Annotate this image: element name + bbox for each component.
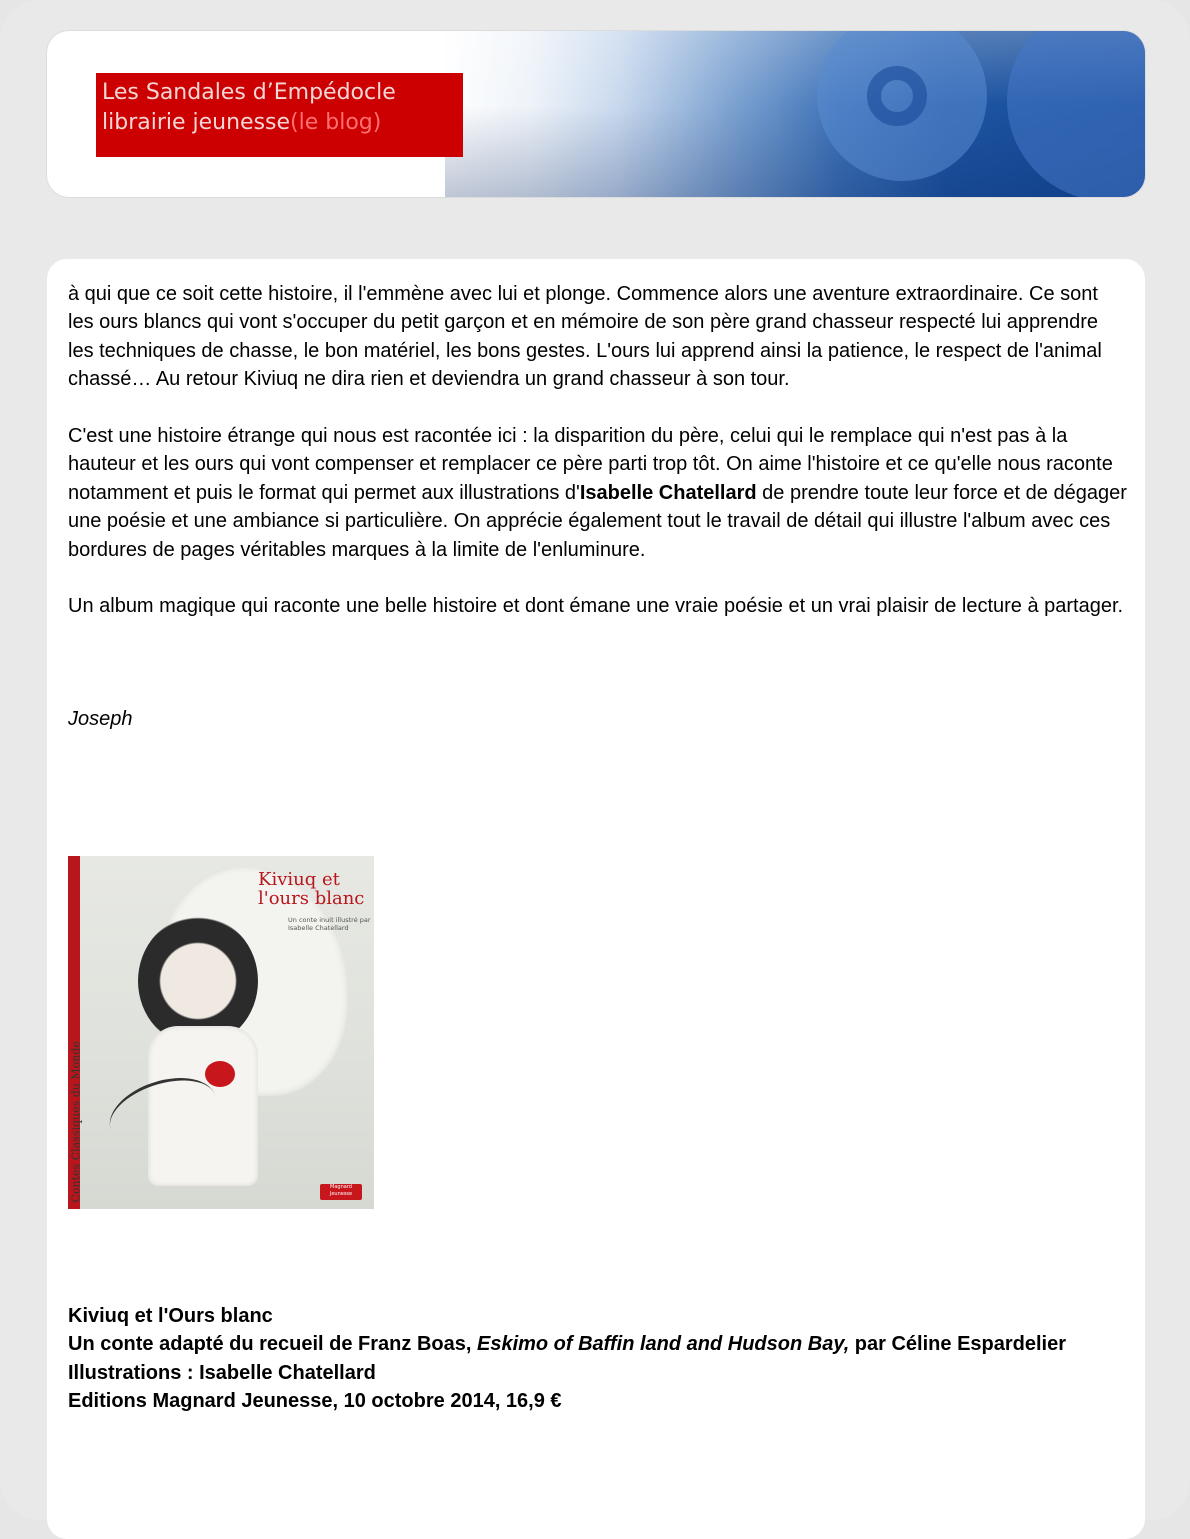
cover-title-line-2: l'ours blanc	[258, 888, 365, 909]
cover-collection-label: Contes Classiques du Monde	[69, 1041, 83, 1203]
book-cover-image	[68, 856, 374, 1209]
adaptation-author: par Céline Espardelier	[849, 1333, 1067, 1356]
book-title: Kiviuq et l'Ours blanc	[68, 1305, 273, 1327]
book-illustrator: Illustrations : Isabelle Chatellard	[68, 1361, 376, 1384]
blog-logo[interactable]	[96, 73, 463, 157]
cover-red-heart	[205, 1061, 235, 1087]
book-edition: Editions Magnard Jeunesse, 10 octobre 2014, 16,9 €	[68, 1390, 562, 1413]
logo-subtitle: librairie jeunesse	[102, 110, 291, 135]
banner-decor-ring	[867, 66, 927, 126]
article-paragraph	[68, 422, 1128, 564]
book-details	[68, 1302, 1138, 1416]
cover-publisher-logo: Magnard Jeunesse	[320, 1184, 362, 1200]
author-signature: Joseph	[68, 707, 133, 730]
article-paragraph: Un album magique qui raconte une belle histoire et dont émane une vraie poésie et un vrai plaisir de lecture à partager.	[68, 595, 1124, 618]
book-adaptation	[68, 1330, 1138, 1358]
logo-blog-tag: (le blog)	[290, 110, 382, 135]
illustrator-name: Isabelle Chatellard	[579, 481, 757, 504]
paragraph-text: C'est une histoire étrange qui nous est racontée ici : la disparition du père, celui qui le remplace qui n'est pas à la hauteur et les ours qui vont compenser et remplacer ce père parti trop tôt. On aime l'histoire et ce qu'elle nous raconte notamment et puis le format qui permet aux illustrations d'	[68, 425, 1113, 504]
cover-subtitle: Un conte inuit illustré par Isabelle Chatellard	[288, 916, 371, 932]
adaptation-text: Un conte adapté du recueil de Franz Boas,	[68, 1333, 477, 1356]
paragraph-text: de prendre toute leur force et de dégager une poésie et une ambiance si particulière. On apprécie également tout le travail de détail qui illustre l'album avec ces bordures de pages véritables marques à la limite de l'enluminure.	[68, 481, 1127, 561]
article-body	[68, 280, 1128, 733]
logo-line-1: Les Sandales d’Empédocle	[102, 80, 396, 105]
cover-title	[258, 870, 373, 908]
source-title: Eskimo of Baffin land and Hudson Bay,	[476, 1333, 850, 1356]
cover-title-line-1: Kiviuq et	[258, 869, 340, 890]
logo-line-2	[102, 108, 457, 138]
article-paragraph: à qui que ce soit cette histoire, il l'emmène avec lui et plonge. Commence alors une aventure extraordinaire. Ce sont les ours blancs qui vont s'occuper du petit garçon et en mémoire de son père grand chasseur respecté lui apprendre les techniques de chasse, le bon matériel, les bons gestes. L'ours lui apprend ainsi la patience, le respect de l'animal chassé… Au retour Kiviuq ne dira rien et deviendra un grand chasseur à son tour.	[68, 283, 1102, 391]
